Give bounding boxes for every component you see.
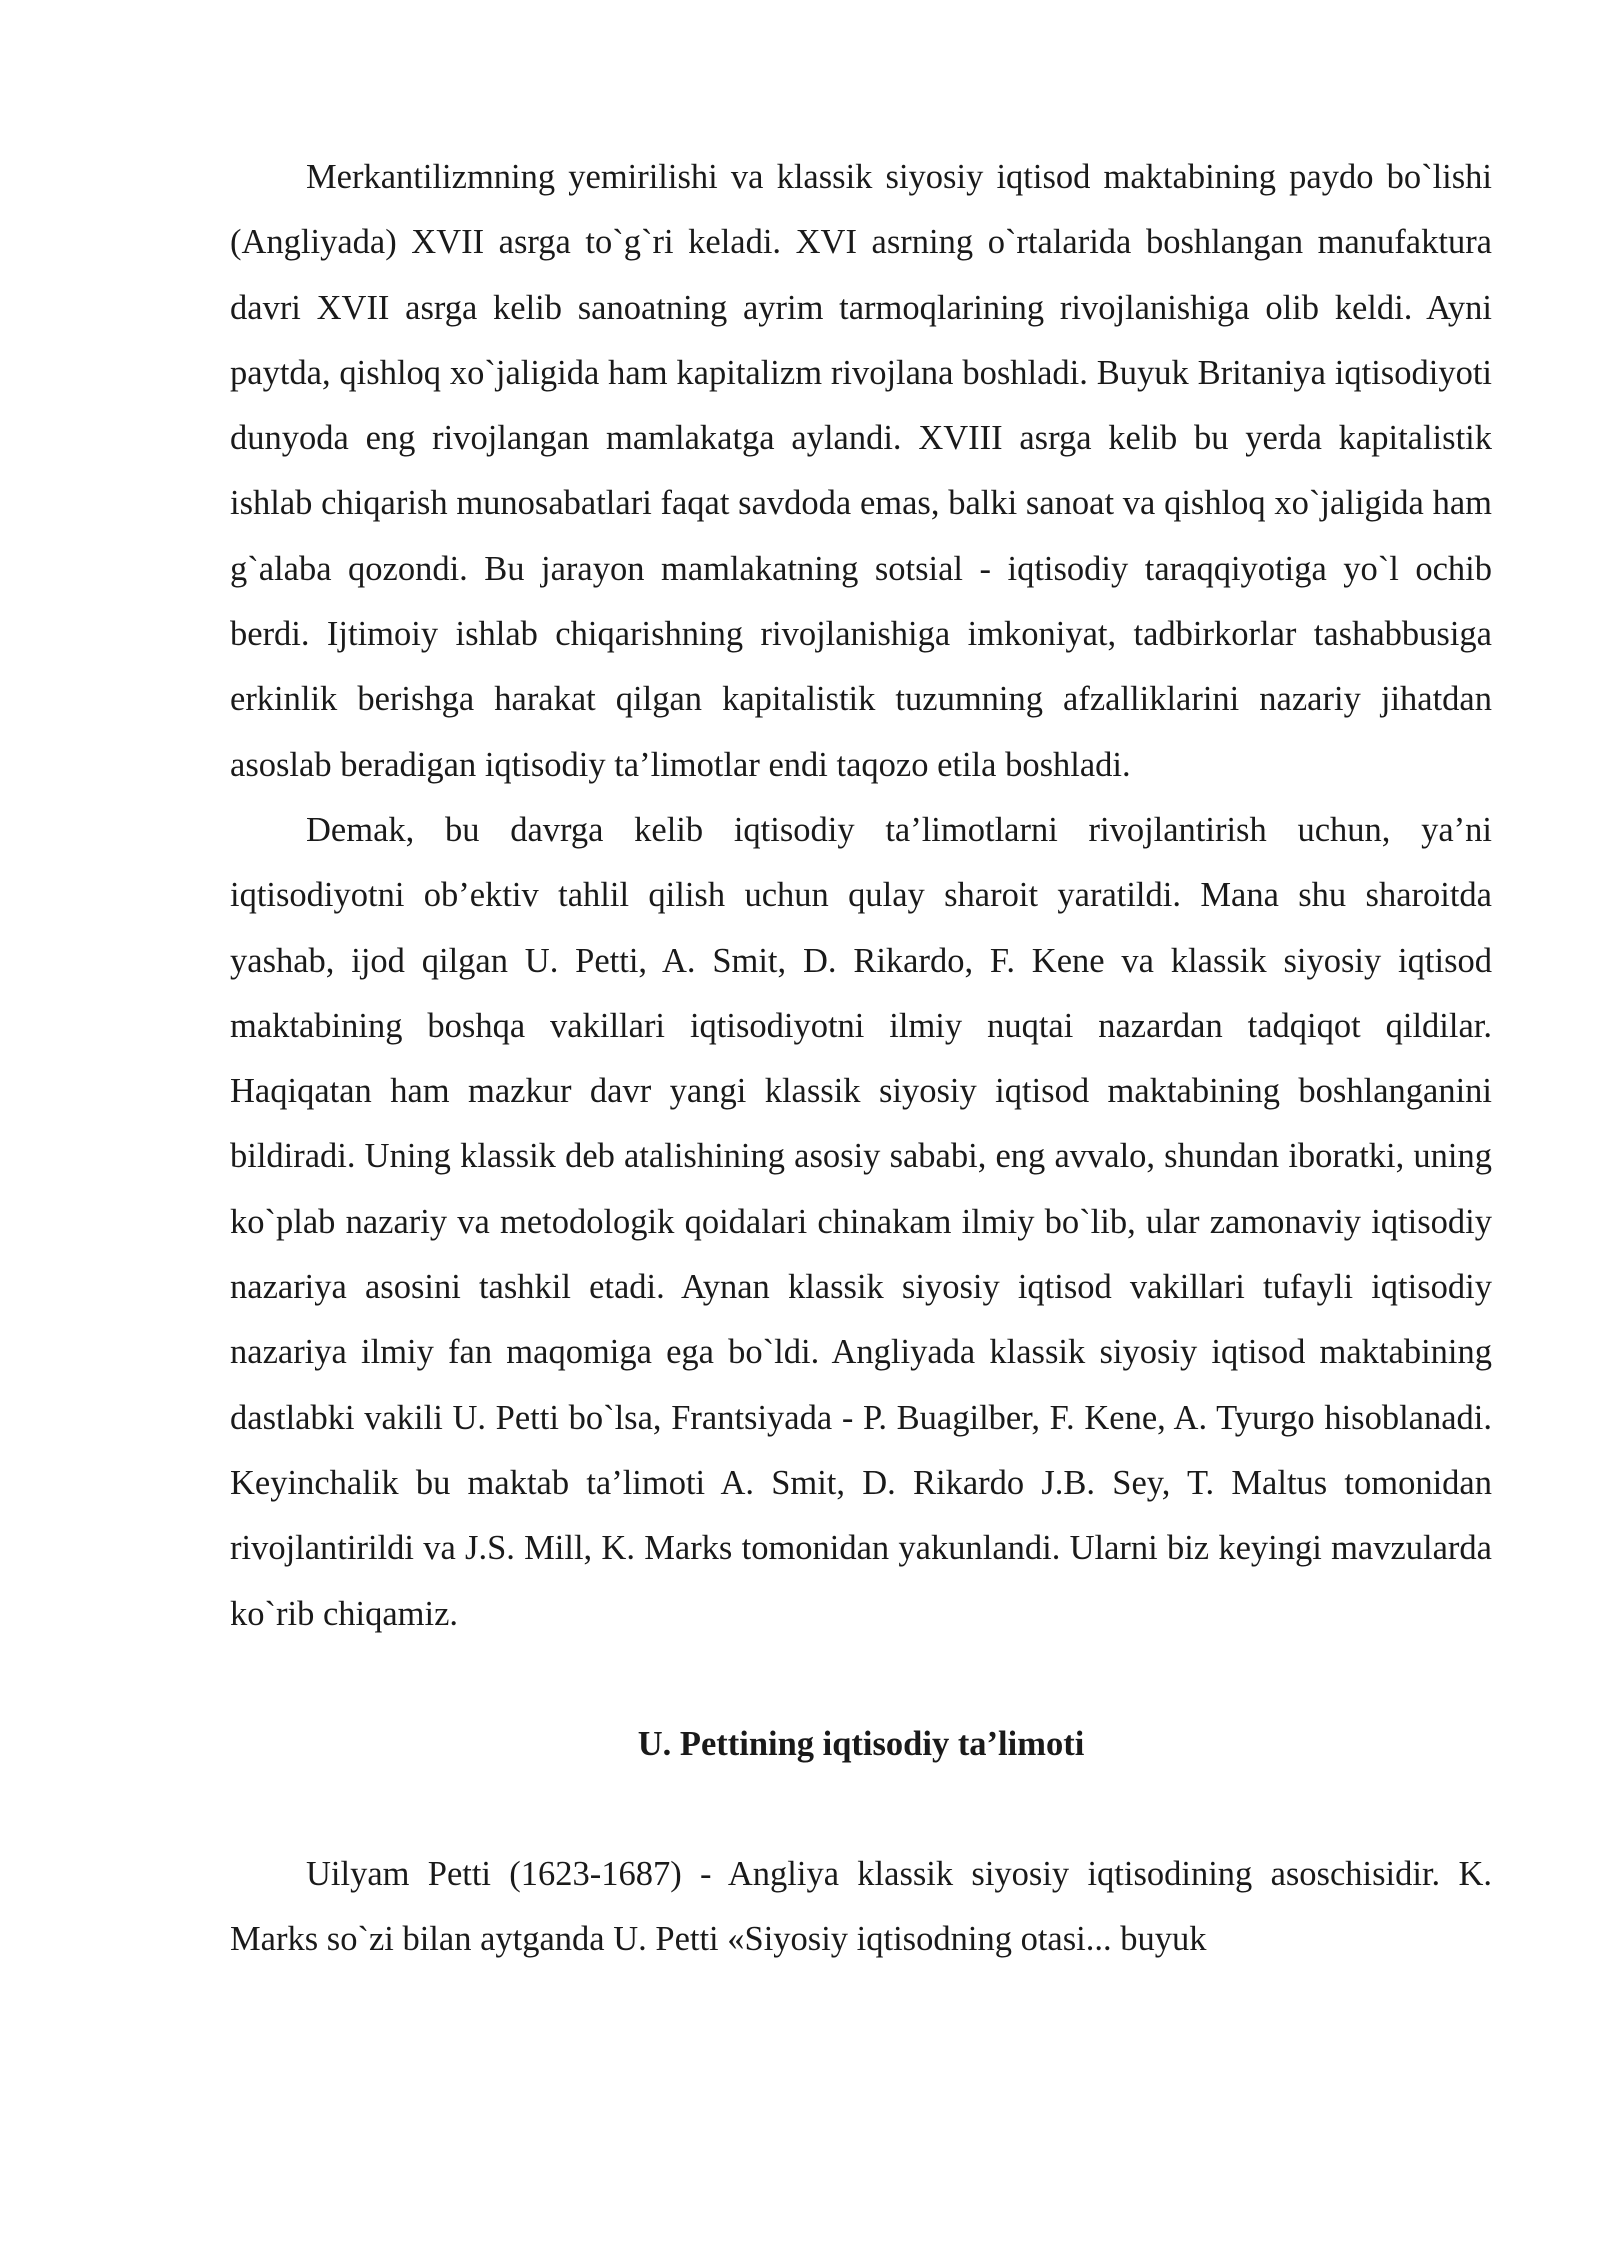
paragraph-3: Uilyam Petti (1623-1687) - Angliya klassik siyosiy iqtisodining asoschisidir. K. Marks so`zi bilan aytganda U. Petti «Siyosiy iqtisodning otasi... buyuk — [230, 1855, 1492, 1959]
paragraph-1: Merkantilizmning yemirilishi va klassik siyosiy iqtisod maktabining paydo bo`lishi (Angliyada) XVII asrga to`g`ri keladi. XVI asrning o`rtalarida boshlangan manufaktura davri XVII asrga kelib sanoatning ayrim tarmoqlarining rivojlanishiga olib keldi. Ayni paytda, qishloq xo`jaligida ham kapitalizm rivojlana boshladi. Buyuk Britaniya iqtisodiyoti dunyoda eng rivojlangan mamlakatga aylandi. XVIII asrga kelib bu yerda kapitalistik ishlab chiqarish munosabatlari faqat savdoda emas, balki sanoat va qishloq xo`jaligida ham g`alaba qozondi. Bu jarayon mamlakatning sotsial - iqtisodiy taraqqiyotiga yo`l ochib berdi. Ijtimoiy ishlab chiqarishning rivojlanishiga imkoniyat, tadbirkorlar tashabbusiga erkinlik berishga harakat qilgan kapitalistik tuzumning afzalliklarini nazariy jihatdan asoslab beradigan iqtisodiy ta’limotlar endi taqozo etila boshladi. — [230, 158, 1492, 784]
section-heading: U. Pettining iqtisodiy ta’limoti — [637, 1724, 1085, 1763]
document-body — [230, 145, 1492, 1973]
paragraph-2: Demak, bu davrga kelib iqtisodiy ta’limotlarni rivojlantirish uchun, ya’ni iqtisodiyotni ob’ektiv tahlil qilish uchun qulay sharoit yaratildi. Mana shu sharoitda yashab, ijod qilgan U. Petti, A. Smit, D. Rikardo, F. Kene va klassik siyosiy iqtisod maktabining boshqa vakillari iqtisodiyotni ilmiy nuqtai nazardan tadqiqot qildilar. Haqiqatan ham mazkur davr yangi klassik siyosiy iqtisod maktabining boshlanganini bildiradi. Uning klassik deb atalishining asosiy sababi, eng avvalo, shundan iboratki, uning ko`plab nazariy va metodologik qoidalari chinakam ilmiy bo`lib, ular zamonaviy iqtisodiy nazariya asosini tashkil etadi. Aynan klassik siyosiy iqtisod vakillari tufayli iqtisodiy nazariya ilmiy fan maqomiga ega bo`ldi. Angliyada klassik siyosiy iqtisod maktabining dastlabki vakili U. Petti bo`lsa, Frantsiyada - P. Buagilber, F. Kene, A. Tyurgo hisoblanadi. Keyinchalik bu maktab ta’limoti A. Smit, D. Rikardo J.B. Sey, T. Maltus tomonidan rivojlantirildi va J.S. Mill, K. Marks tomonidan yakunlandi. Ularni biz keyingi mavzularda ko`rib chiqamiz. — [230, 810, 1492, 1633]
